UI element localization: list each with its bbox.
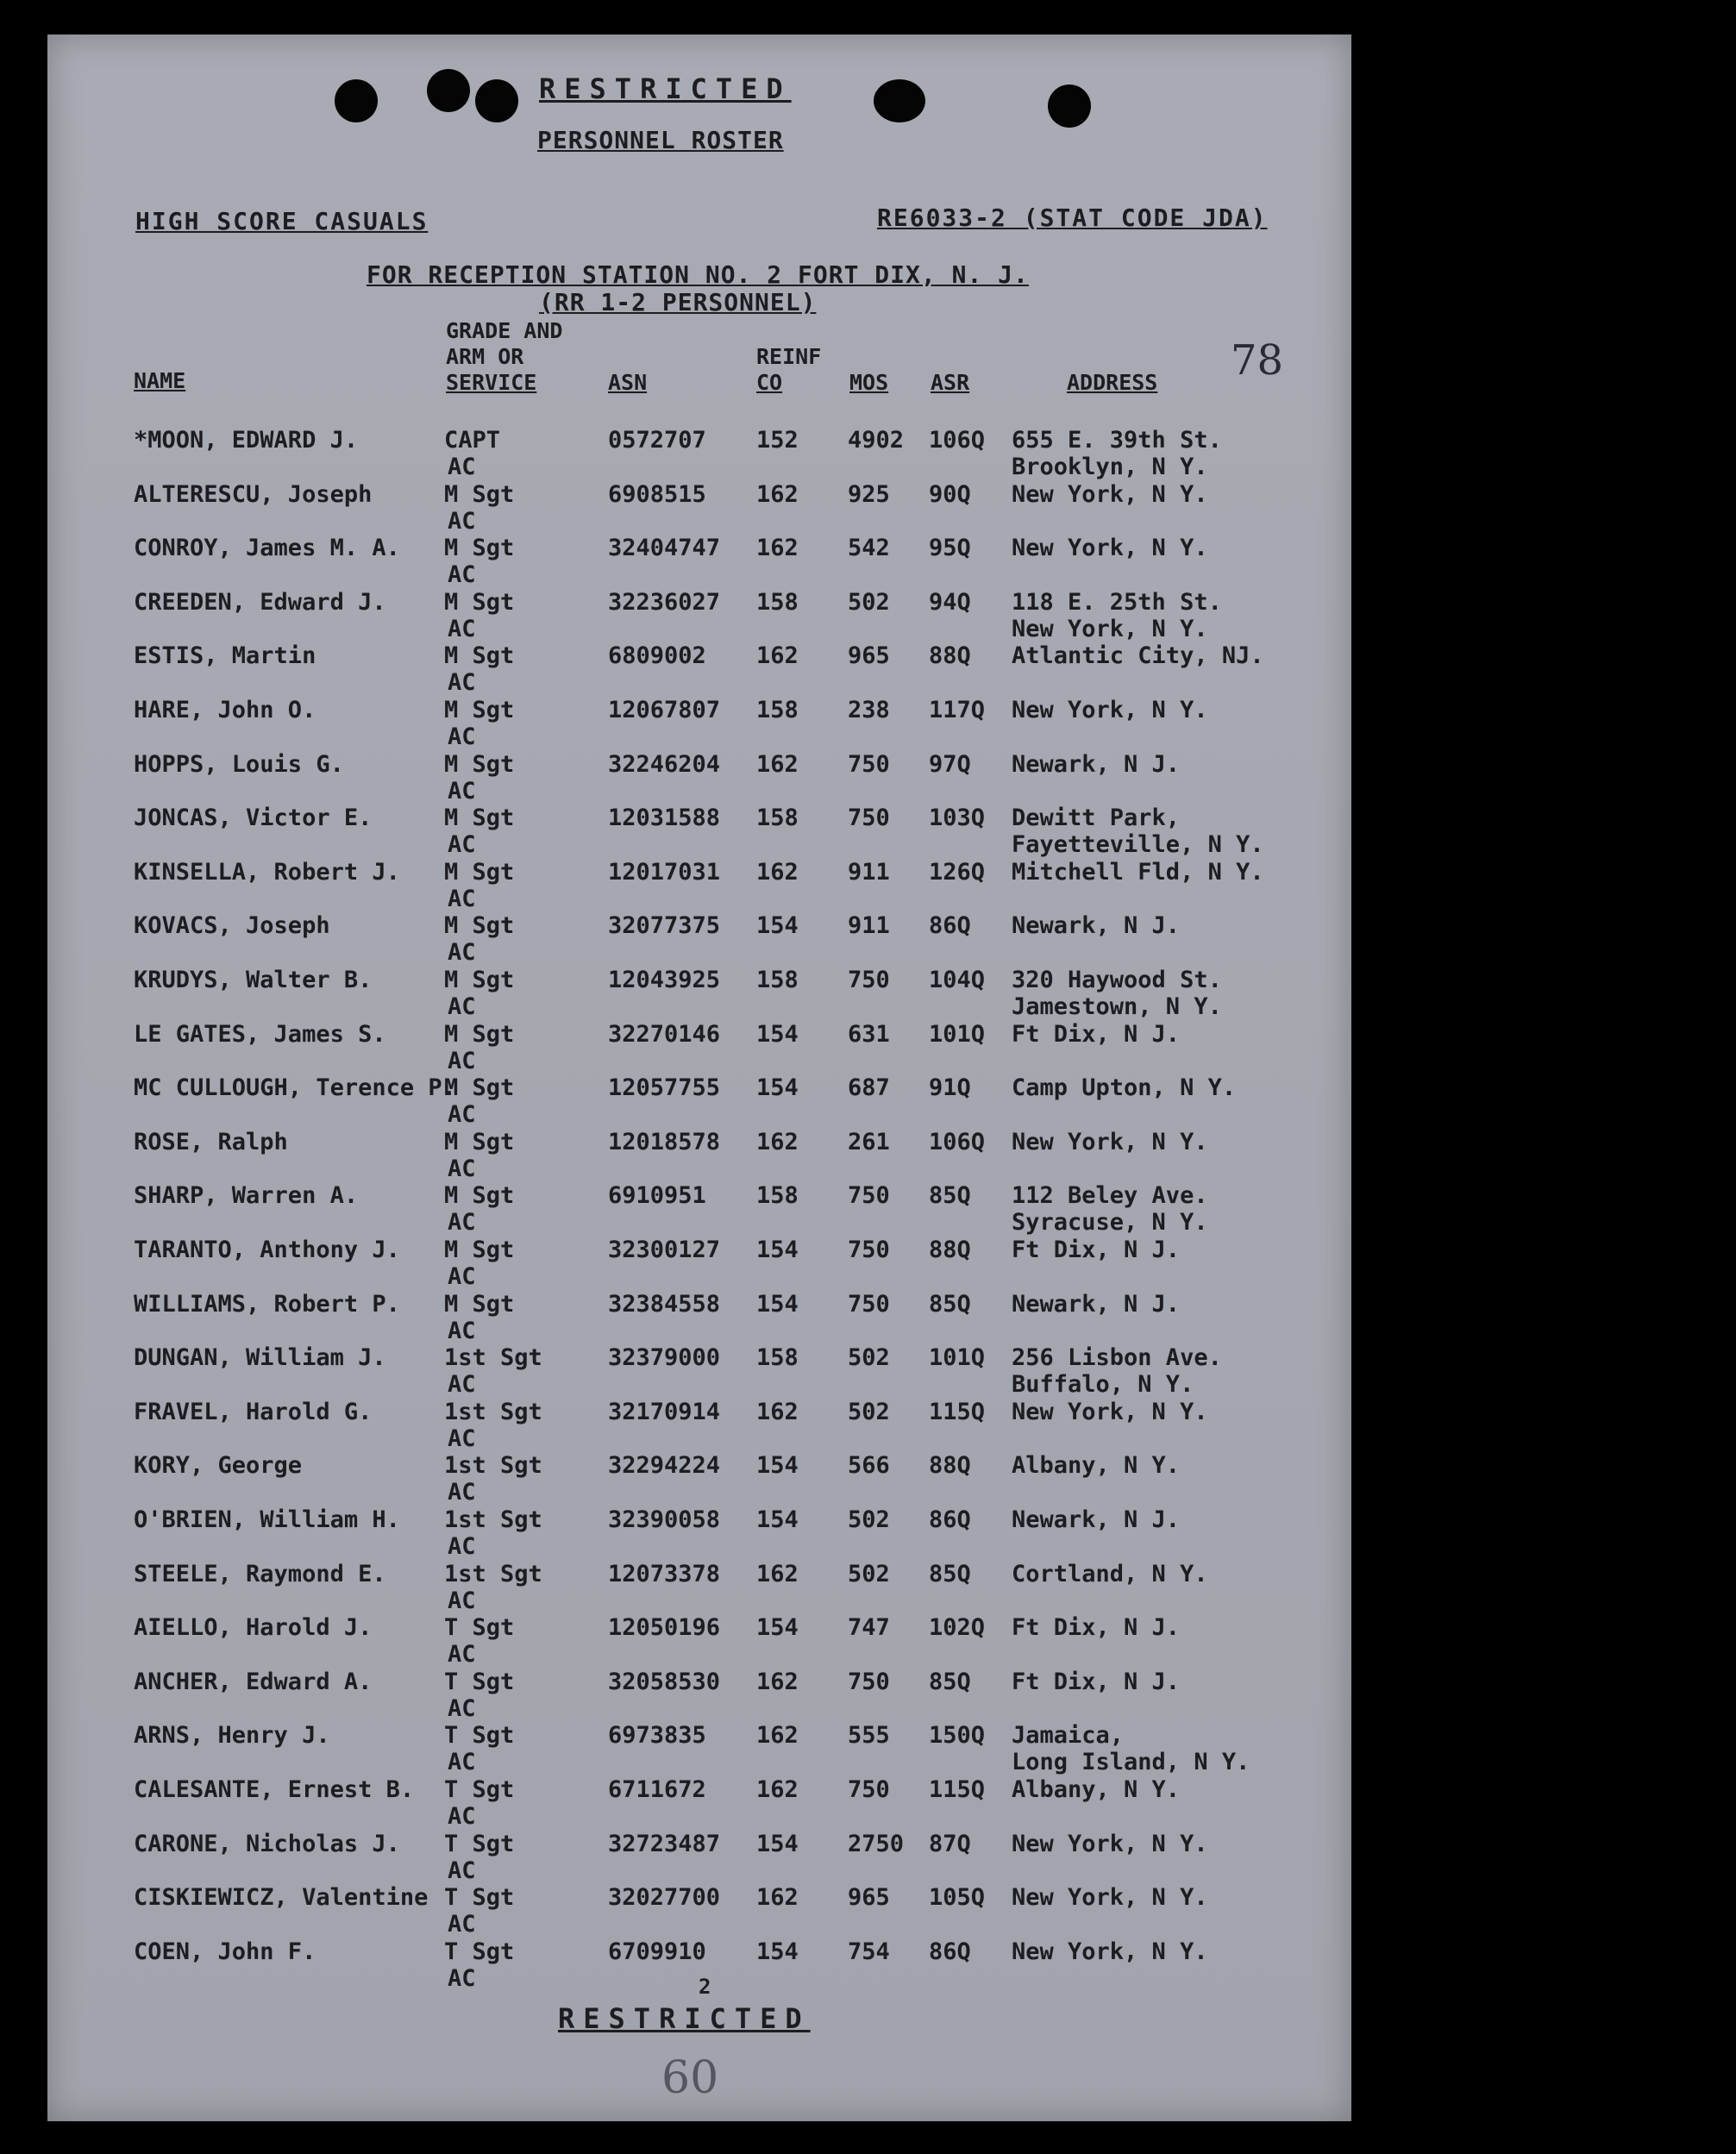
roster-address-line1: Albany, N Y. bbox=[1012, 1452, 1181, 1480]
roster-name: CREEDEN, Edward J. bbox=[134, 588, 386, 616]
roster-asr: 85Q bbox=[929, 1290, 971, 1318]
roster-address-line2: Syracuse, N Y. bbox=[1012, 1209, 1208, 1237]
roster-grade: M Sgt bbox=[444, 588, 515, 616]
roster-arm: AC bbox=[448, 1964, 476, 1992]
roster-name: ESTIS, Martin bbox=[134, 642, 316, 670]
roster-address-line1: Dewitt Park, bbox=[1012, 805, 1181, 832]
roster-reinf-co: 158 bbox=[756, 805, 799, 832]
roster-grade: T Sgt bbox=[444, 1776, 515, 1803]
roster-mos: 502 bbox=[848, 588, 890, 616]
roster-arm: AC bbox=[448, 777, 476, 805]
roster-arm: AC bbox=[448, 1587, 476, 1614]
roster-mos: 911 bbox=[848, 912, 890, 940]
col-asn: ASN bbox=[608, 370, 648, 395]
roster-grade: M Sgt bbox=[444, 805, 515, 832]
roster-arm: AC bbox=[448, 939, 476, 967]
roster-name: CALESANTE, Ernest B. bbox=[134, 1776, 415, 1803]
punch-hole bbox=[874, 79, 925, 122]
roster-reinf-co: 154 bbox=[756, 1020, 799, 1048]
roster-name: DUNGAN, William J. bbox=[134, 1344, 386, 1372]
roster-asr: 101Q bbox=[929, 1344, 986, 1372]
roster-arm: AC bbox=[448, 454, 476, 480]
table-row bbox=[47, 589, 1351, 642]
roster-address-line1: New York, N Y. bbox=[1012, 535, 1208, 562]
roster-asr: 103Q bbox=[929, 805, 986, 832]
roster-asr: 88Q bbox=[929, 1237, 971, 1263]
roster-grade: T Sgt bbox=[444, 1614, 515, 1642]
roster-reinf-co: 158 bbox=[756, 588, 799, 616]
col-reinf-2: CO bbox=[756, 370, 783, 395]
table-row bbox=[47, 1884, 1351, 1938]
roster-grade: 1st Sgt bbox=[444, 1398, 542, 1425]
station-line: FOR RECEPTION STATION NO. 2 FORT DIX, N. J. bbox=[367, 260, 1029, 289]
roster-address-line1: Cortland, N Y. bbox=[1012, 1560, 1208, 1587]
roster-address-line1: 118 E. 25th St. bbox=[1012, 588, 1222, 616]
table-row bbox=[47, 1021, 1351, 1074]
roster-grade: M Sgt bbox=[444, 750, 515, 778]
roster-address-line1: Newark, N J. bbox=[1012, 750, 1181, 778]
roster-grade: M Sgt bbox=[444, 858, 515, 886]
roster-reinf-co: 154 bbox=[756, 1830, 799, 1857]
document-page bbox=[47, 34, 1351, 2121]
roster-mos: 925 bbox=[848, 480, 890, 508]
roster-asr: 87Q bbox=[929, 1830, 971, 1857]
roster-arm: AC bbox=[448, 1371, 476, 1399]
roster-name: ARNS, Henry J. bbox=[134, 1722, 330, 1750]
roster-name: FRAVEL, Harold G. bbox=[134, 1398, 373, 1425]
roster-grade: 1st Sgt bbox=[444, 1506, 542, 1533]
roster-mos: 631 bbox=[848, 1020, 890, 1048]
roster-arm: AC bbox=[448, 1425, 476, 1452]
col-asr: ASR bbox=[931, 370, 970, 395]
roster-reinf-co: 162 bbox=[756, 1776, 799, 1803]
roster-reinf-co: 162 bbox=[756, 1398, 799, 1425]
roster-reinf-co: 154 bbox=[756, 1237, 799, 1263]
roster-mos: 750 bbox=[848, 967, 890, 993]
roster-grade: M Sgt bbox=[444, 1020, 515, 1048]
roster-address-line1: Newark, N J. bbox=[1012, 912, 1181, 940]
roster-reinf-co: 162 bbox=[756, 750, 799, 778]
roster-mos: 261 bbox=[848, 1128, 890, 1155]
roster-mos: 747 bbox=[848, 1614, 890, 1642]
roster-asr: 106Q bbox=[929, 1128, 986, 1155]
roster-name: CONROY, James M. A. bbox=[134, 535, 400, 562]
roster-name: CARONE, Nicholas J. bbox=[134, 1830, 400, 1857]
roster-reinf-co: 162 bbox=[756, 1668, 799, 1695]
table-row bbox=[47, 1129, 1351, 1182]
table-row bbox=[47, 1506, 1351, 1560]
roster-asn: 32027700 bbox=[608, 1884, 721, 1912]
roster-asr: 105Q bbox=[929, 1884, 986, 1912]
roster-mos: 502 bbox=[848, 1344, 890, 1372]
roster-reinf-co: 162 bbox=[756, 480, 799, 508]
table-row bbox=[47, 1452, 1351, 1506]
roster-name: KINSELLA, Robert J. bbox=[134, 858, 400, 886]
roster-asn: 6709910 bbox=[608, 1938, 706, 1965]
roster-mos: 238 bbox=[848, 697, 890, 723]
table-row bbox=[47, 805, 1351, 858]
roster-address-line1: New York, N Y. bbox=[1012, 480, 1208, 508]
roster-name: CISKIEWICZ, Valentine bbox=[134, 1884, 429, 1912]
table-row bbox=[47, 1776, 1351, 1830]
roster-grade: M Sgt bbox=[444, 1128, 515, 1155]
roster-reinf-co: 162 bbox=[756, 642, 799, 670]
roster-mos: 542 bbox=[848, 535, 890, 562]
roster-reinf-co: 158 bbox=[756, 967, 799, 993]
roster-asn: 12031588 bbox=[608, 805, 721, 832]
roster-name: KORY, George bbox=[134, 1452, 303, 1480]
roster-arm: AC bbox=[448, 723, 476, 750]
roster-grade: M Sgt bbox=[444, 1290, 515, 1318]
roster-grade: M Sgt bbox=[444, 912, 515, 940]
roster-address-line2: Brooklyn, N Y. bbox=[1012, 454, 1208, 480]
roster-asn: 32384558 bbox=[608, 1290, 721, 1318]
roster-arm: AC bbox=[448, 1641, 476, 1669]
roster-asn: 12017031 bbox=[608, 858, 721, 886]
roster-asn: 6908515 bbox=[608, 480, 706, 508]
roster-asr: 97Q bbox=[929, 750, 971, 778]
roster-grade: T Sgt bbox=[444, 1884, 515, 1912]
roster-reinf-co: 162 bbox=[756, 858, 799, 886]
col-reinf-1: REINF bbox=[756, 344, 822, 369]
roster-name: ANCHER, Edward A. bbox=[134, 1668, 373, 1695]
roster-grade: M Sgt bbox=[444, 480, 515, 508]
roster-asn: 32270146 bbox=[608, 1020, 721, 1048]
roster-asn: 6973835 bbox=[608, 1722, 706, 1750]
roster-address-line1: Ft Dix, N J. bbox=[1012, 1020, 1181, 1048]
roster-asn: 32723487 bbox=[608, 1830, 721, 1857]
roster-grade: T Sgt bbox=[444, 1830, 515, 1857]
roster-reinf-co: 162 bbox=[756, 1884, 799, 1912]
roster-arm: AC bbox=[448, 1047, 476, 1074]
roster-asn: 6910951 bbox=[608, 1182, 706, 1210]
roster-asr: 150Q bbox=[929, 1722, 986, 1750]
roster-address-line2: New York, N Y. bbox=[1012, 615, 1208, 642]
roster-arm: AC bbox=[448, 1479, 476, 1506]
roster-arm: AC bbox=[448, 1803, 476, 1830]
page-marker: 2 bbox=[699, 1975, 711, 1999]
roster-mos: 750 bbox=[848, 750, 890, 778]
roster-reinf-co: 154 bbox=[756, 1938, 799, 1965]
roster-address-line1: Albany, N Y. bbox=[1012, 1776, 1181, 1803]
roster-grade: M Sgt bbox=[444, 697, 515, 723]
roster-asn: 12043925 bbox=[608, 967, 721, 993]
roster-name: KRUDYS, Walter B. bbox=[134, 967, 373, 993]
roster-reinf-co: 162 bbox=[756, 1128, 799, 1155]
roster-asr: 85Q bbox=[929, 1182, 971, 1210]
roster-name: MC CULLOUGH, Terence P. bbox=[134, 1074, 456, 1102]
roster-reinf-co: 162 bbox=[756, 535, 799, 562]
roster-name: LE GATES, James S. bbox=[134, 1020, 386, 1048]
punch-hole bbox=[335, 79, 378, 122]
table-row bbox=[47, 1561, 1351, 1614]
roster-address-line1: Ft Dix, N J. bbox=[1012, 1614, 1181, 1642]
table-row bbox=[47, 1831, 1351, 1884]
roster-name: COEN, John F. bbox=[134, 1938, 316, 1965]
roster-asr: 90Q bbox=[929, 480, 971, 508]
roster-address-line2: Jamestown, N Y. bbox=[1012, 993, 1222, 1020]
roster-reinf-co: 154 bbox=[756, 1290, 799, 1318]
roster-address-line1: New York, N Y. bbox=[1012, 697, 1208, 723]
roster-asn: 12050196 bbox=[608, 1614, 721, 1642]
restricted-bottom: RESTRICTED bbox=[558, 2002, 811, 2035]
roster-mos: 750 bbox=[848, 1237, 890, 1263]
roster-name: *MOON, EDWARD J. bbox=[134, 427, 359, 454]
col-grade-1: GRADE AND bbox=[446, 318, 563, 343]
roster-asr: 85Q bbox=[929, 1668, 971, 1695]
roster-reinf-co: 154 bbox=[756, 912, 799, 940]
roster-grade: M Sgt bbox=[444, 967, 515, 993]
col-grade-3: SERVICE bbox=[446, 370, 537, 395]
roster-name: HARE, John O. bbox=[134, 697, 316, 723]
roster-arm: AC bbox=[448, 993, 476, 1020]
roster-asr: 117Q bbox=[929, 697, 986, 723]
roster-arm: AC bbox=[448, 669, 476, 697]
roster-arm: AC bbox=[448, 1155, 476, 1182]
roster-asr: 88Q bbox=[929, 1452, 971, 1480]
table-row bbox=[47, 1182, 1351, 1236]
roster-reinf-co: 158 bbox=[756, 1344, 799, 1372]
roster-grade: M Sgt bbox=[444, 535, 515, 562]
roster-reinf-co: 158 bbox=[756, 1182, 799, 1210]
roster-asn: 12073378 bbox=[608, 1560, 721, 1587]
roster-asr: 86Q bbox=[929, 1506, 971, 1533]
roster-arm: AC bbox=[448, 831, 476, 859]
roster-asr: 115Q bbox=[929, 1776, 986, 1803]
roster-mos: 502 bbox=[848, 1398, 890, 1425]
roster-address-line1: 112 Beley Ave. bbox=[1012, 1182, 1208, 1210]
roster-address-line2: Long Island, N Y. bbox=[1012, 1749, 1250, 1776]
roster-asn: 0572707 bbox=[608, 427, 706, 454]
roster-name: ALTERESCU, Joseph bbox=[134, 480, 373, 508]
roster-asr: 95Q bbox=[929, 535, 971, 562]
roster-name: JONCAS, Victor E. bbox=[134, 805, 373, 832]
roster-mos: 965 bbox=[848, 642, 890, 670]
punch-hole bbox=[475, 79, 518, 122]
roster-mos: 911 bbox=[848, 858, 890, 886]
roster-asn: 32379000 bbox=[608, 1344, 721, 1372]
roster-grade: 1st Sgt bbox=[444, 1560, 542, 1587]
table-row bbox=[47, 967, 1351, 1020]
roster-asr: 91Q bbox=[929, 1074, 971, 1102]
table-row bbox=[47, 1399, 1351, 1452]
roster-asn: 6711672 bbox=[608, 1776, 706, 1803]
punch-hole bbox=[1048, 85, 1091, 128]
roster-reinf-co: 154 bbox=[756, 1506, 799, 1533]
roster-address-line1: New York, N Y. bbox=[1012, 1884, 1208, 1912]
roster-reinf-co: 152 bbox=[756, 427, 799, 454]
roster-arm: AC bbox=[448, 1317, 476, 1344]
roster-asn: 32058530 bbox=[608, 1668, 721, 1695]
roster-asn: 6809002 bbox=[608, 642, 706, 670]
roster-name: HOPPS, Louis G. bbox=[134, 750, 344, 778]
roster-asn: 12067807 bbox=[608, 697, 721, 723]
roster-name: SHARP, Warren A. bbox=[134, 1182, 359, 1210]
roster-address-line1: New York, N Y. bbox=[1012, 1938, 1208, 1965]
roster-asr: 94Q bbox=[929, 588, 971, 616]
table-row bbox=[47, 642, 1351, 696]
roster-arm: AC bbox=[448, 885, 476, 912]
roster-arm: AC bbox=[448, 1263, 476, 1290]
roster-address-line1: Camp Upton, N Y. bbox=[1012, 1074, 1237, 1102]
roster-asr: 86Q bbox=[929, 912, 971, 940]
roster-asr: 101Q bbox=[929, 1020, 986, 1048]
station-sub: (RR 1-2 PERSONNEL) bbox=[539, 288, 817, 316]
roster-arm: AC bbox=[448, 615, 476, 642]
roster-reinf-co: 158 bbox=[756, 697, 799, 723]
roster-asr: 102Q bbox=[929, 1614, 986, 1642]
table-row bbox=[47, 481, 1351, 535]
restricted-top: RESTRICTED bbox=[539, 72, 792, 105]
left-title: HIGH SCORE CASUALS bbox=[135, 207, 429, 235]
roster-name: KOVACS, Joseph bbox=[134, 912, 330, 940]
roster-name: ROSE, Ralph bbox=[134, 1128, 288, 1155]
roster-mos: 502 bbox=[848, 1506, 890, 1533]
roster-arm: AC bbox=[448, 507, 476, 535]
roster-address-line1: Newark, N J. bbox=[1012, 1290, 1181, 1318]
table-row bbox=[47, 1074, 1351, 1128]
roster-reinf-co: 154 bbox=[756, 1074, 799, 1102]
table-row bbox=[47, 859, 1351, 912]
table-row bbox=[47, 535, 1351, 588]
roster-mos: 750 bbox=[848, 1668, 890, 1695]
roster-mos: 750 bbox=[848, 1182, 890, 1210]
roster-grade: M Sgt bbox=[444, 1237, 515, 1263]
right-code: RE6033-2 (STAT CODE JDA) bbox=[877, 204, 1268, 232]
roster-name: WILLIAMS, Robert P. bbox=[134, 1290, 400, 1318]
roster-grade: T Sgt bbox=[444, 1722, 515, 1750]
roster-address-line1: 320 Haywood St. bbox=[1012, 967, 1222, 993]
roster-asn: 32236027 bbox=[608, 588, 721, 616]
roster-mos: 750 bbox=[848, 805, 890, 832]
roster-asr: 85Q bbox=[929, 1560, 971, 1587]
table-row bbox=[47, 697, 1351, 750]
roster-mos: 750 bbox=[848, 1776, 890, 1803]
roster-asn: 32390058 bbox=[608, 1506, 721, 1533]
roster-arm: AC bbox=[448, 1694, 476, 1722]
roster-address-line1: New York, N Y. bbox=[1012, 1128, 1208, 1155]
roster-address-line1: Ft Dix, N J. bbox=[1012, 1668, 1181, 1695]
roster-mos: 566 bbox=[848, 1452, 890, 1480]
punch-hole bbox=[427, 69, 470, 112]
roster-grade: M Sgt bbox=[444, 642, 515, 670]
roster-mos: 502 bbox=[848, 1560, 890, 1587]
roster-arm: AC bbox=[448, 1911, 476, 1938]
roster-name: O'BRIEN, William H. bbox=[134, 1506, 400, 1533]
roster-name: STEELE, Raymond E. bbox=[134, 1560, 386, 1587]
roster-address-line1: Ft Dix, N J. bbox=[1012, 1237, 1181, 1263]
roster-asn: 32246204 bbox=[608, 750, 721, 778]
roster-asr: 106Q bbox=[929, 427, 986, 454]
table-row bbox=[47, 1237, 1351, 1290]
roster-asr: 86Q bbox=[929, 1938, 971, 1965]
table-row bbox=[47, 1291, 1351, 1344]
roster-grade: 1st Sgt bbox=[444, 1344, 542, 1372]
roster-asr: 104Q bbox=[929, 967, 986, 993]
roster-reinf-co: 162 bbox=[756, 1722, 799, 1750]
roster-address-line1: 655 E. 39th St. bbox=[1012, 427, 1222, 454]
roster-address-line2: Fayetteville, N Y. bbox=[1012, 831, 1264, 859]
roster-asn: 32077375 bbox=[608, 912, 721, 940]
roster-asn: 32300127 bbox=[608, 1237, 721, 1263]
roster-arm: AC bbox=[448, 1533, 476, 1560]
roster-address-line1: New York, N Y. bbox=[1012, 1398, 1208, 1425]
roster-asn: 32294224 bbox=[608, 1452, 721, 1480]
roster-arm: AC bbox=[448, 1101, 476, 1129]
roster-address-line1: Jamaica, bbox=[1012, 1722, 1125, 1750]
roster-grade: 1st Sgt bbox=[444, 1452, 542, 1480]
roster-address-line1: New York, N Y. bbox=[1012, 1830, 1208, 1857]
roster-grade: CAPT bbox=[444, 427, 501, 454]
roster-asn: 32170914 bbox=[608, 1398, 721, 1425]
roster-mos: 965 bbox=[848, 1884, 890, 1912]
roster-asr: 126Q bbox=[929, 858, 986, 886]
table-row bbox=[47, 1614, 1351, 1668]
roster-address-line1: 256 Lisbon Ave. bbox=[1012, 1344, 1222, 1372]
table-row bbox=[47, 427, 1351, 480]
roster-reinf-co: 154 bbox=[756, 1614, 799, 1642]
table-row bbox=[47, 1722, 1351, 1775]
table-row bbox=[47, 1669, 1351, 1722]
roster-title: PERSONNEL ROSTER bbox=[537, 126, 784, 154]
roster-arm: AC bbox=[448, 561, 476, 589]
roster-reinf-co: 162 bbox=[756, 1560, 799, 1587]
roster-arm: AC bbox=[448, 1209, 476, 1237]
roster-asr: 88Q bbox=[929, 642, 971, 670]
col-mos: MOS bbox=[849, 370, 889, 395]
table-row bbox=[47, 1344, 1351, 1398]
roster-address-line1: Atlantic City, NJ. bbox=[1012, 642, 1264, 670]
handwritten-number: 60 bbox=[661, 2052, 719, 2104]
roster-mos: 4902 bbox=[848, 427, 905, 454]
roster-name: AIELLO, Harold J. bbox=[134, 1614, 373, 1642]
roster-address-line1: Newark, N J. bbox=[1012, 1506, 1181, 1533]
roster-grade: M Sgt bbox=[444, 1074, 515, 1102]
roster-address-line2: Buffalo, N Y. bbox=[1012, 1371, 1194, 1399]
roster-mos: 754 bbox=[848, 1938, 890, 1965]
roster-mos: 750 bbox=[848, 1290, 890, 1318]
roster-asn: 12057755 bbox=[608, 1074, 721, 1102]
roster-grade: M Sgt bbox=[444, 1182, 515, 1210]
table-row bbox=[47, 751, 1351, 805]
col-grade-2: ARM OR bbox=[446, 344, 524, 369]
handwritten-page-number: 78 bbox=[1231, 336, 1284, 385]
roster-arm: AC bbox=[448, 1857, 476, 1884]
roster-name: TARANTO, Anthony J. bbox=[134, 1237, 400, 1263]
roster-address-line1: Mitchell Fld, N Y. bbox=[1012, 858, 1264, 886]
roster-arm: AC bbox=[448, 1749, 476, 1776]
roster-asr: 115Q bbox=[929, 1398, 986, 1425]
roster-mos: 555 bbox=[848, 1722, 890, 1750]
col-name: NAME bbox=[134, 368, 186, 393]
roster-asn: 32404747 bbox=[608, 535, 721, 562]
table-row bbox=[47, 912, 1351, 966]
roster-asn: 12018578 bbox=[608, 1128, 721, 1155]
roster-grade: T Sgt bbox=[444, 1668, 515, 1695]
roster-grade: T Sgt bbox=[444, 1938, 515, 1965]
roster-reinf-co: 154 bbox=[756, 1452, 799, 1480]
roster-mos: 687 bbox=[848, 1074, 890, 1102]
col-address: ADDRESS bbox=[1067, 370, 1158, 395]
roster-mos: 2750 bbox=[848, 1830, 905, 1857]
